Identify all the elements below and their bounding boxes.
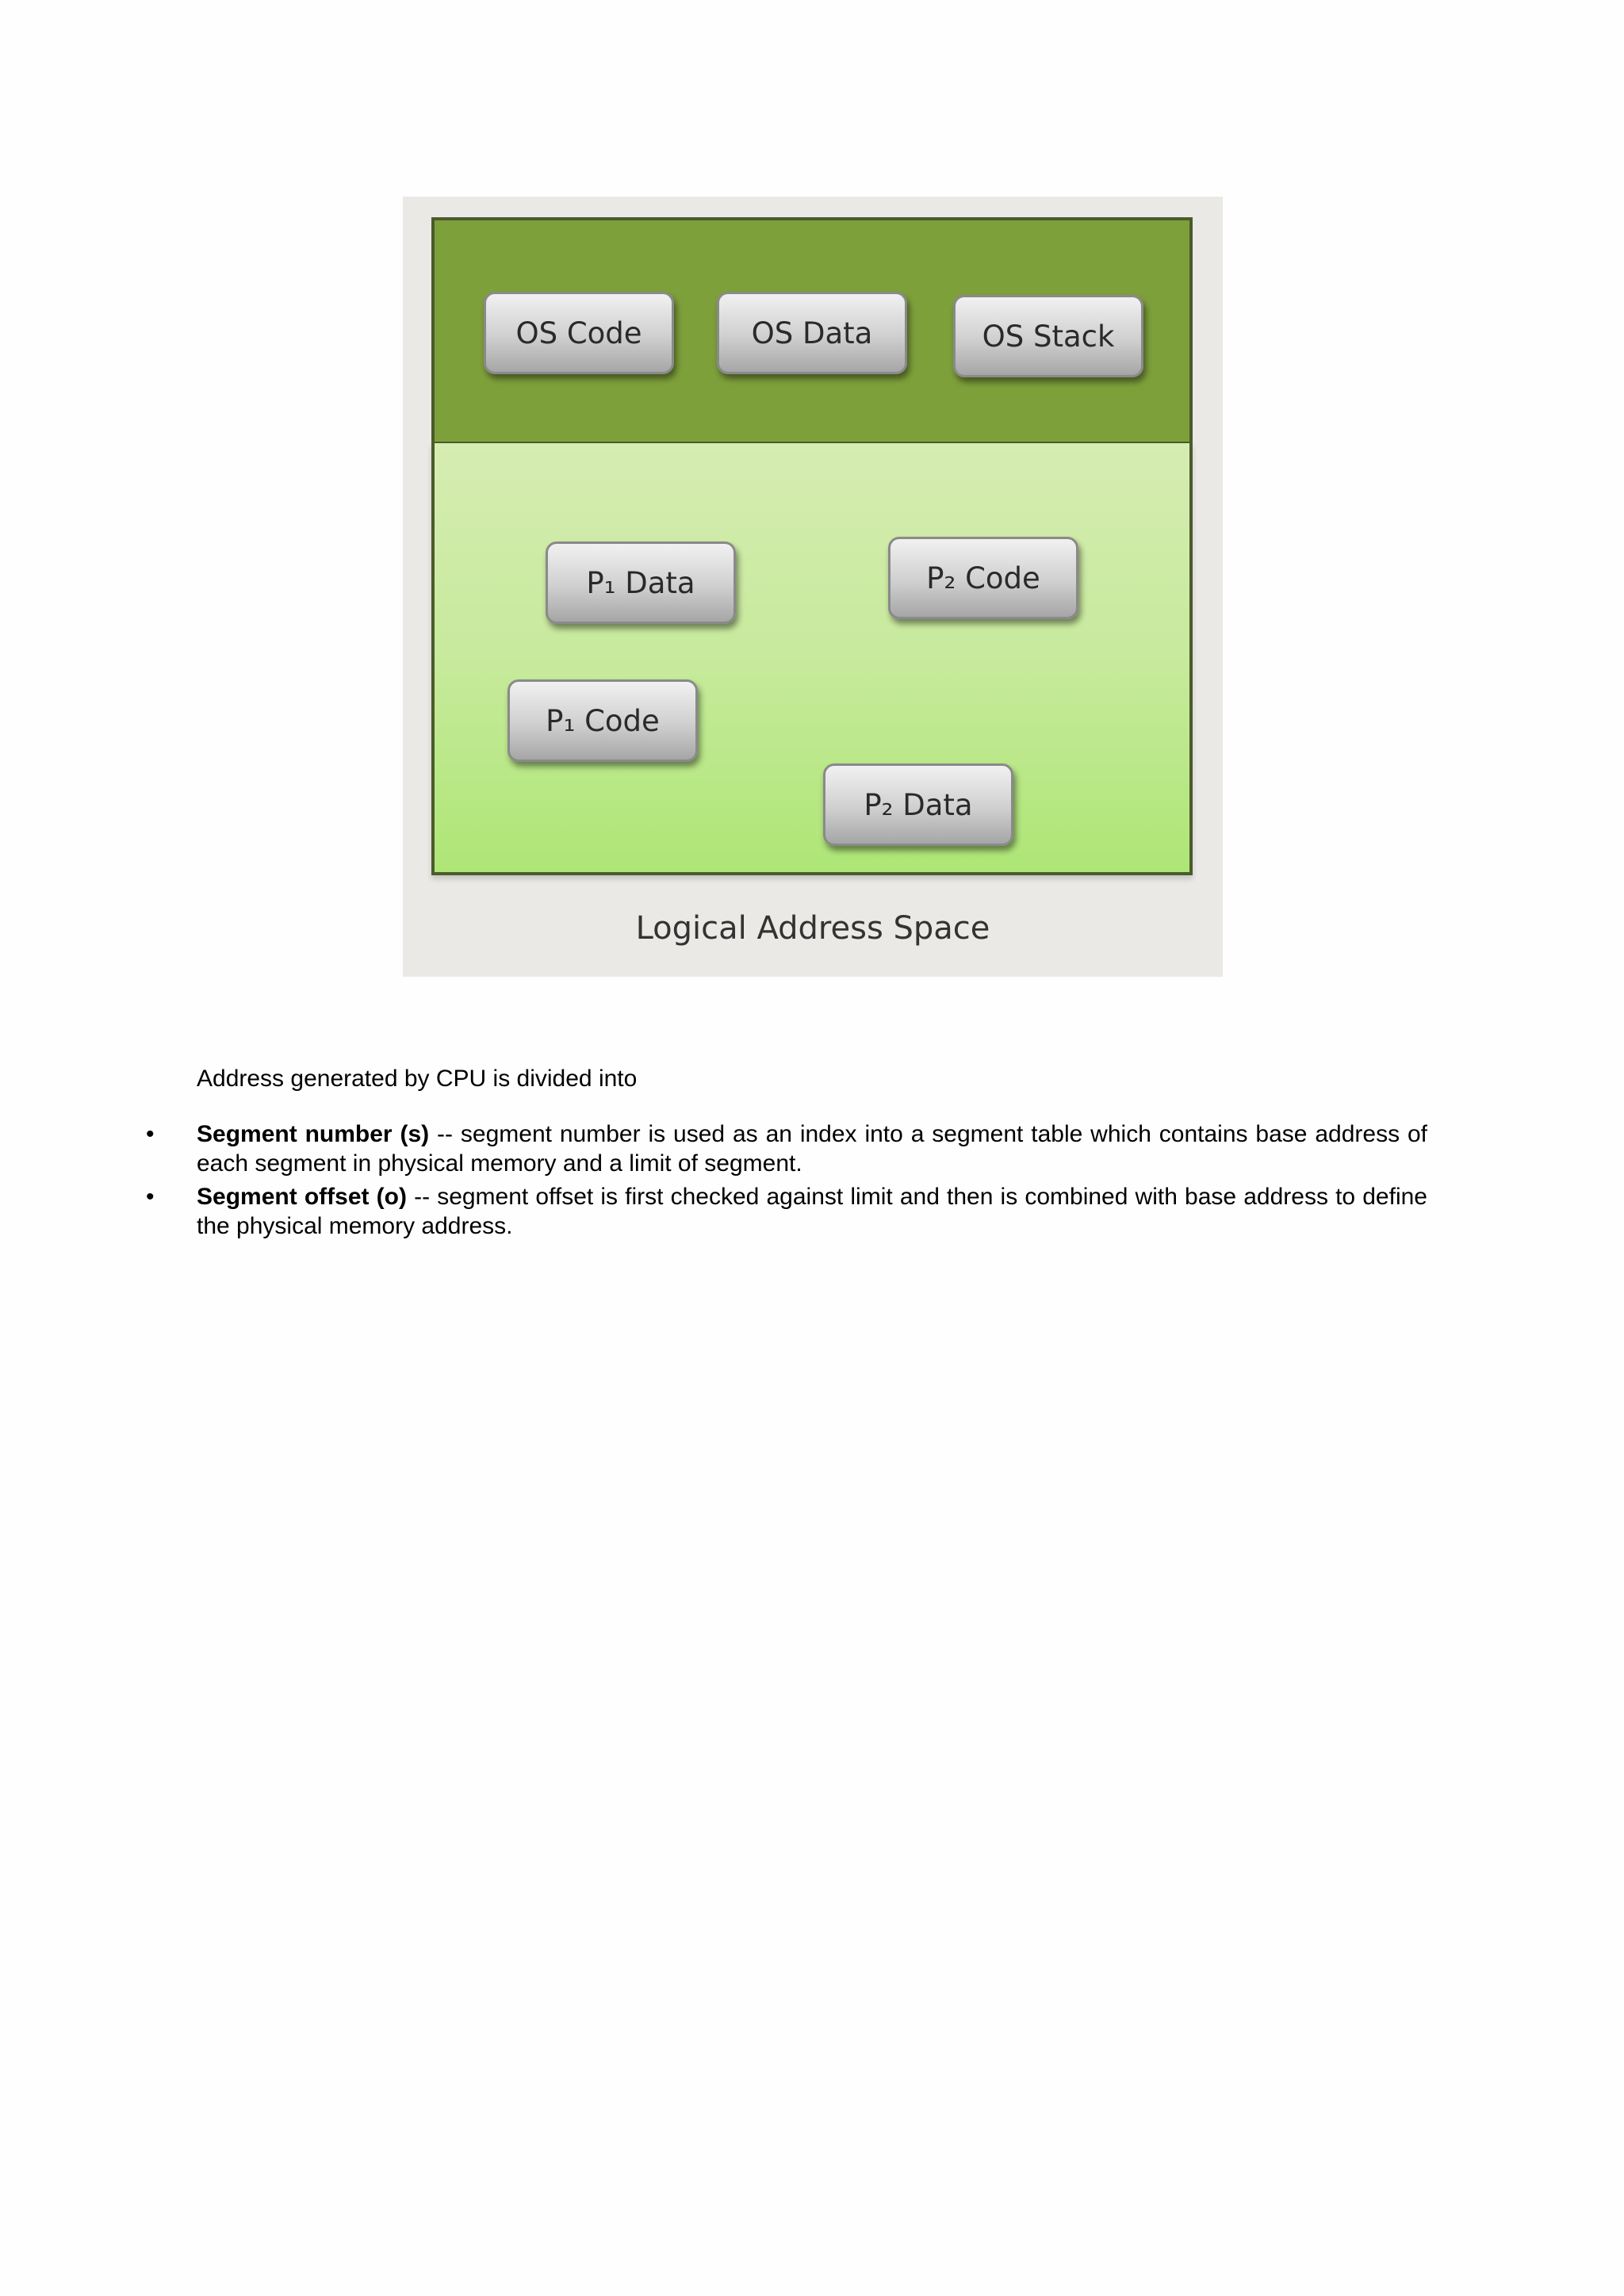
intro-paragraph: Address generated by CPU is divided into bbox=[197, 1066, 638, 1092]
segment-p2-code: P₂ Code bbox=[888, 537, 1078, 619]
logical-address-space-figure bbox=[403, 197, 1223, 977]
segment-p1-code: P₁ Code bbox=[508, 679, 698, 762]
segment-os-data: OS Data bbox=[717, 292, 907, 374]
bullet-marker: • bbox=[146, 1121, 155, 1147]
description-segment-number: -- segment number is used as an index into a segment table which contains base address of each segment in physical memory and a limit of segment. bbox=[197, 1121, 1427, 1177]
process-region bbox=[431, 442, 1193, 875]
segment-os-stack: OS Stack bbox=[953, 295, 1143, 377]
segment-p1-data: P₁ Data bbox=[546, 541, 736, 624]
bullet-marker: • bbox=[146, 1184, 155, 1210]
term-segment-number: Segment number (s) bbox=[197, 1121, 430, 1147]
figure-caption: Logical Address Space bbox=[635, 910, 990, 947]
term-segment-offset: Segment offset (o) bbox=[197, 1184, 407, 1210]
segment-os-code: OS Code bbox=[484, 292, 674, 374]
os-region bbox=[431, 217, 1193, 444]
list-item bbox=[146, 1182, 1427, 1241]
description-segment-offset: -- segment offset is first checked against limit and then is combined with base address to define the physical memory address. bbox=[197, 1184, 1427, 1239]
address-parts-list bbox=[146, 1119, 1427, 1245]
segment-p2-data: P₂ Data bbox=[823, 763, 1013, 846]
list-item bbox=[146, 1119, 1427, 1178]
